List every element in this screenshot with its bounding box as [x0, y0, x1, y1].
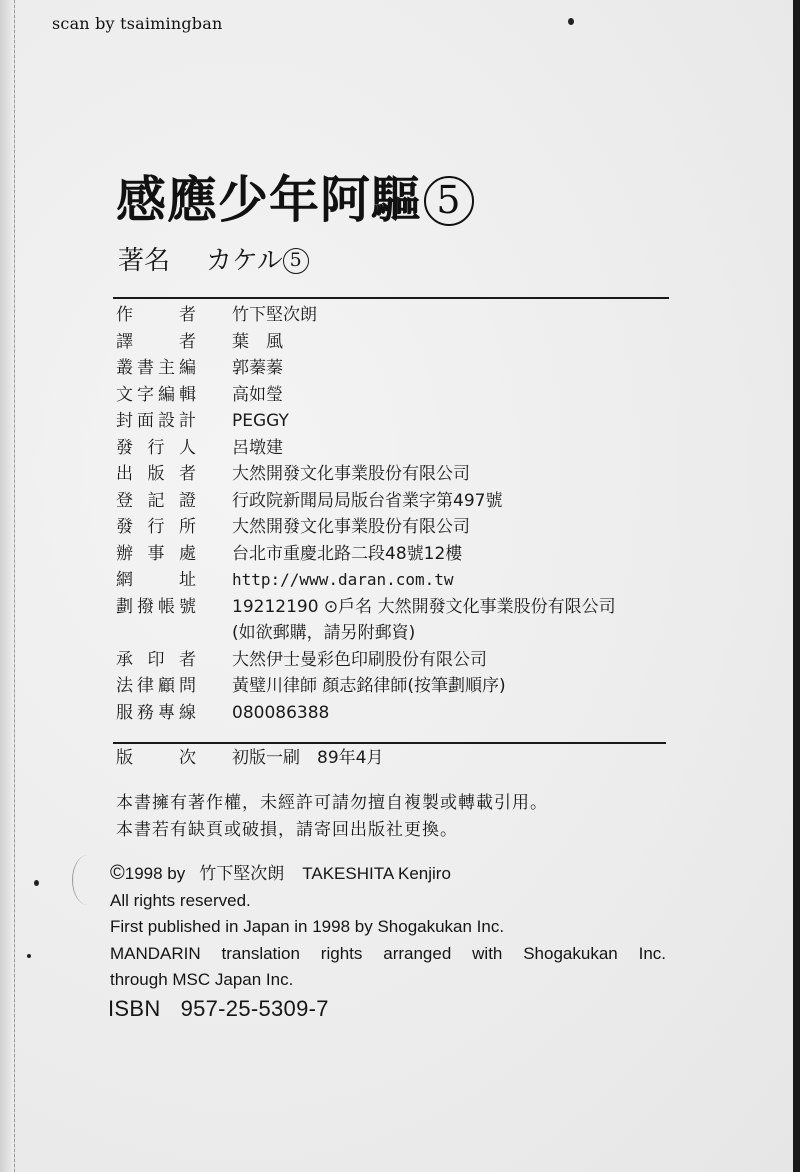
top-divider — [113, 297, 669, 299]
original-title-text: カケル — [206, 246, 283, 276]
original-title — [118, 240, 309, 277]
bottom-divider — [113, 742, 666, 744]
credit-row — [116, 382, 616, 409]
credit-row — [116, 435, 616, 462]
credit-label: 文 字 編 輯 — [116, 384, 196, 405]
english-copyright-block — [110, 860, 666, 994]
scan-credit: scan by tsaimingban — [52, 14, 223, 33]
credit-value: 行政院新聞局局版台省業字第497號 — [232, 490, 503, 511]
credit-value: 呂墩建 — [232, 437, 283, 458]
credit-label: 叢 書 主 編 — [116, 358, 196, 378]
book-title-text: 感應少年阿驅 — [116, 171, 422, 229]
ink-speck — [568, 18, 574, 25]
copyright-symbol: © — [110, 862, 125, 884]
copyright-year: 1998 by — [124, 864, 186, 883]
credit-label: 法 律 顧 問 — [116, 676, 196, 696]
credit-label: 作 者 — [116, 305, 196, 325]
credit-row — [116, 355, 616, 382]
credit-label: 辦 事 處 — [116, 543, 196, 564]
credit-value: (如欲郵購，請另附郵資) — [232, 623, 416, 643]
copyright-author-cjk: 竹下堅次朗 — [199, 864, 285, 884]
credit-label: 劃 撥 帳 號 — [116, 596, 196, 617]
credit-value: 080086388 — [232, 702, 330, 723]
credit-value: 大然開發文化事業股份有限公司 — [232, 464, 470, 484]
credit-value: 台北市重慶北路二段48號12樓 — [232, 543, 463, 564]
credit-row — [116, 673, 616, 700]
credit-row — [116, 700, 616, 727]
volume-circle: 5 — [424, 176, 474, 226]
credit-row — [116, 329, 616, 356]
credit-label: 登 記 證 — [116, 490, 196, 511]
ink-speck — [34, 880, 39, 886]
english-line: MANDARIN translation rights arranged with Shogakukan Inc. — [110, 943, 666, 963]
notice-line: 本書擁有著作權，未經許可請勿擅自複製或轉載引用。 — [116, 793, 548, 813]
credit-value: 竹下堅次朗 — [232, 305, 317, 325]
english-line: First published in Japan in 1998 by Shogakukan Inc. — [110, 917, 505, 936]
isbn-label: ISBN — [108, 996, 161, 1021]
page-left-binding-edge — [0, 0, 15, 1172]
credit-row — [116, 514, 616, 541]
credit-label: 承 印 者 — [116, 649, 196, 670]
book-title — [116, 160, 474, 232]
credit-label: 網 址 — [116, 570, 196, 590]
credit-row — [116, 567, 616, 594]
credit-row — [116, 302, 616, 329]
credit-value: 大然開發文化事業股份有限公司 — [232, 517, 470, 537]
ink-speck — [27, 954, 31, 958]
credit-label: 譯 者 — [116, 331, 196, 352]
copyright-notice — [116, 790, 548, 844]
credit-label: 出 版 者 — [116, 464, 196, 484]
edition-row — [116, 745, 383, 771]
credit-row — [116, 488, 616, 515]
english-line: All rights reserved. — [110, 890, 251, 910]
credit-label: 發 行 人 — [116, 437, 196, 458]
copyright-line — [110, 860, 666, 888]
original-title-label: 著名 — [118, 246, 171, 276]
isbn — [108, 996, 329, 1022]
credit-value: 高如瑩 — [232, 384, 283, 405]
credit-value: 大然伊士曼彩色印刷股份有限公司 — [232, 649, 487, 670]
credit-value: 19212190 ⊙戶名 大然開發文化事業股份有限公司 — [232, 596, 616, 617]
credit-label: 服 務 專 線 — [116, 702, 196, 723]
copyright-author-en: TAKESHITA Kenjiro — [302, 864, 451, 883]
credit-value: 黃璧川律師 顏志銘律師(按筆劃順序) — [232, 676, 506, 696]
credits-list — [116, 302, 616, 726]
credit-row — [116, 647, 616, 674]
credit-row — [116, 461, 616, 488]
credit-row — [116, 541, 616, 568]
credit-row — [116, 594, 616, 621]
credit-label: 發 行 所 — [116, 517, 196, 537]
credit-value[interactable]: http://www.daran.com.tw — [232, 570, 454, 589]
isbn-number: 957-25-5309-7 — [180, 996, 329, 1021]
faint-arc-mark — [72, 855, 103, 905]
edition-value: 初版一刷 89年4月 — [232, 748, 384, 768]
english-line: through MSC Japan Inc. — [110, 970, 294, 989]
credit-label: 封 面 設 計 — [116, 411, 196, 431]
original-volume-circle: 5 — [283, 248, 309, 274]
credit-row — [116, 408, 616, 435]
edition-info — [116, 745, 383, 771]
credit-value: 郭蓁蓁 — [232, 358, 283, 378]
credit-row — [116, 620, 616, 647]
notice-line: 本書若有缺頁或破損，請寄回出版社更換。 — [116, 820, 458, 840]
credit-value: 葉 風 — [232, 331, 283, 352]
credit-value: PEGGY — [232, 411, 289, 431]
edition-label: 版 次 — [116, 748, 196, 768]
page-right-scan-edge — [793, 0, 800, 1172]
